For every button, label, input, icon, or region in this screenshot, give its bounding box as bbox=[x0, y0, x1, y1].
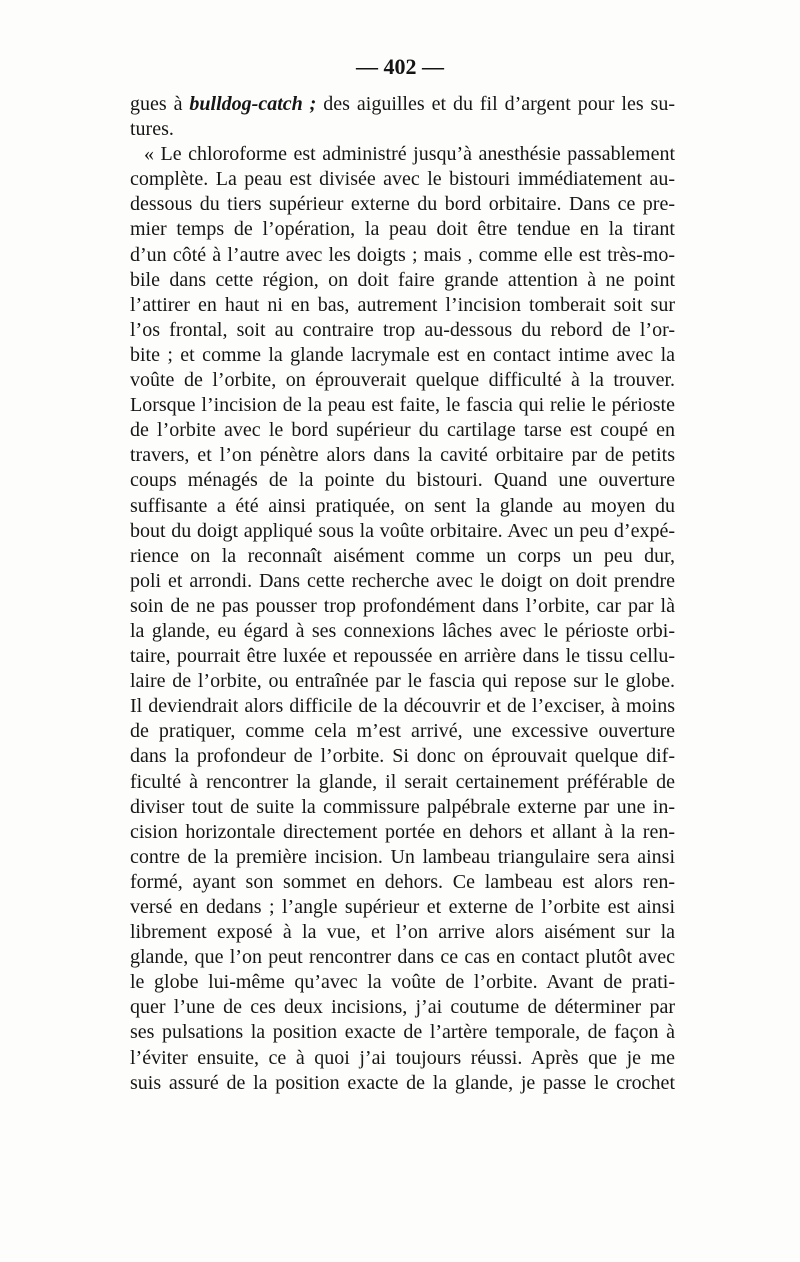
text-line: suffisante a été ainsi pratiquée, on sent la glande au moyen du bbox=[130, 494, 675, 517]
text-line: l’éviter ensuite, ce à quoi j’ai toujours réussi. Après que je me bbox=[130, 1046, 675, 1069]
text-line: versé en dedans ; l’angle supérieur et externe de l’orbite est ainsi bbox=[130, 896, 675, 918]
text-line: de l’orbite avec le bord supérieur du cartilage tarse est coupé en bbox=[130, 419, 675, 442]
text-segment: gues à bbox=[130, 93, 190, 115]
text-line: diviser tout de suite la commissure palpébrale externe par une in- bbox=[130, 795, 675, 818]
paragraph-start-line: « Le chloroforme est administré jusqu’à anesthésie passablement bbox=[144, 143, 675, 166]
text-line: librement exposé à la vue, et l’on arrive alors aisément sur la bbox=[130, 921, 675, 944]
text-line: quer l’une de ces deux incisions, j’ai coutume de déterminer par bbox=[130, 996, 675, 1019]
text-line: contre de la première incision. Un lambeau triangulaire sera ainsi bbox=[130, 845, 675, 868]
text-line: rience on la reconnaît aisément comme un corps un peu dur, bbox=[130, 544, 675, 567]
text-line: complète. La peau est divisée avec le bistouri immédiatement au- bbox=[130, 168, 675, 191]
text-line: le globe lui-même qu’avec la voûte de l’orbite. Avant de prati- bbox=[130, 971, 675, 994]
text-line: coups ménagés de la pointe du bistouri. Quand une ouverture bbox=[130, 469, 675, 492]
text-line: poli et arrondi. Dans cette recherche avec le doigt on doit prendre bbox=[130, 569, 675, 592]
text-line: cision horizontale directement portée en dehors et allant à la ren- bbox=[130, 820, 675, 843]
text-line: taire, pourrait être luxée et repoussée en arrière dans le tissu cellu- bbox=[130, 645, 675, 668]
text-line: de pratiquer, comme cela m’est arrivé, une excessive ouverture bbox=[130, 720, 675, 743]
text-line: Il deviendrait alors difficile de la découvrir et de l’exciser, à moins bbox=[130, 695, 675, 718]
text-line: bite ; et comme la glande lacrymale est en contact intime avec la bbox=[130, 343, 675, 366]
text-line: suis assuré de la position exacte de la glande, je passe le crochet bbox=[130, 1071, 675, 1094]
text-line: soin de ne pas pousser trop profondément dans l’orbite, car par là bbox=[130, 594, 675, 617]
text-line: glande, que l’on peut rencontrer dans ce cas en contact plutôt avec bbox=[130, 946, 675, 969]
text-line: l’attirer en haut ni en bas, autrement l’incision tomberait soit sur bbox=[130, 293, 675, 316]
text-line: Lorsque l’incision de la peau est faite, le fascia qui relie le périoste bbox=[130, 394, 675, 417]
text-segment: des aiguilles et du fil d’argent pour les su- bbox=[316, 93, 675, 115]
text-line: ficulté à rencontrer la glande, il serait certainement préférable de bbox=[130, 770, 675, 793]
text-line: tures. bbox=[130, 118, 174, 141]
text-line: formé, ayant son sommet en dehors. Ce lambeau est alors ren- bbox=[130, 870, 675, 893]
text-line: dessous du tiers supérieur externe du bord orbitaire. Dans ce pre- bbox=[130, 193, 675, 216]
text-line: ses pulsations la position exacte de l’artère temporale, de façon à bbox=[130, 1021, 675, 1044]
text-line: laire de l’orbite, ou entraînée par le fascia qui repose sur le globe. bbox=[130, 670, 675, 693]
text-line: travers, et l’on pénètre alors dans la cavité orbitaire par de petits bbox=[130, 444, 675, 467]
text-line: l’os frontal, soit au contraire trop au-dessous du rebord de l’or- bbox=[130, 318, 675, 341]
text-line bbox=[130, 92, 675, 117]
text-line: mier temps de l’opération, la peau doit être tendue en la tirant bbox=[130, 218, 675, 241]
text-line: voûte de l’orbite, on éprouverait quelque difficulté à la trouver. bbox=[130, 369, 675, 392]
italic-term: bulldog-catch ; bbox=[189, 93, 317, 115]
text-line: la glande, eu égard à ses connexions lâches avec le périoste orbi- bbox=[130, 619, 675, 642]
text-line: bile dans cette région, on doit faire grande attention à ne point bbox=[130, 268, 675, 291]
body-text bbox=[130, 92, 675, 1096]
text-line: bout du doigt appliqué sous la voûte orbitaire. Avec un peu d’expé- bbox=[130, 519, 675, 542]
text-line: d’un côté à l’autre avec les doigts ; mais , comme elle est très-mo- bbox=[130, 243, 675, 266]
text-line: dans la profondeur de l’orbite. Si donc on éprouvait quelque dif- bbox=[130, 745, 675, 768]
page-number: — 402 — bbox=[356, 54, 444, 79]
